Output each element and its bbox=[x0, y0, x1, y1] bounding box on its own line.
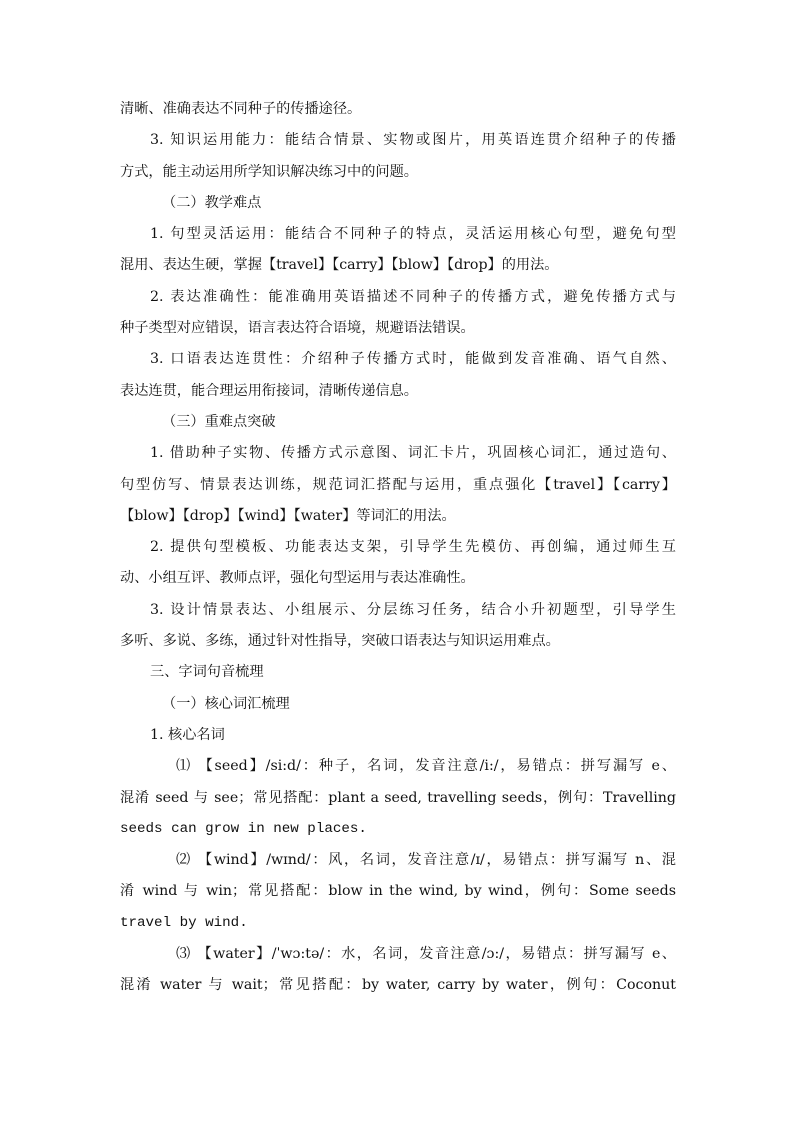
text-line: 淆 wind 与 win；常见搭配：blow in the wind, by wind，例句：Some seeds bbox=[120, 883, 676, 900]
text-line: （一）核心词汇梳理 bbox=[162, 695, 290, 712]
text-line: 混淆 seed 与 see；常见搭配：plant a seed, travelling seeds，例句：Travelling bbox=[120, 789, 676, 806]
text-line: 方式，能主动运用所学知识解决练习中的问题。 bbox=[120, 163, 418, 180]
text-line: 种子类型对应错误，语言表达符合语境，规避语法错误。 bbox=[120, 320, 475, 337]
text-line: 多听、多说、多练，通过针对性指导，突破口语表达与知识运用难点。 bbox=[120, 633, 560, 650]
text-line: 3. 设计情景表达、小组展示、分层练习任务，结合小升初题型，引导学生 bbox=[150, 601, 676, 618]
text-line: seeds can grow in new places. bbox=[120, 820, 367, 837]
document-page bbox=[120, 94, 676, 1002]
text-line: （三）重难点突破 bbox=[162, 413, 276, 430]
text-line: 表达连贯，能合理运用衔接词，清晰传递信息。 bbox=[120, 382, 418, 399]
text-line: 句型仿写、情景表达训练，规范词汇搭配与运用，重点强化【travel】【carry】 bbox=[120, 476, 676, 493]
text-line: （二）教学难点 bbox=[162, 194, 262, 211]
text-line: travel by wind. bbox=[120, 914, 248, 931]
text-line: 【blow】【drop】【wind】【water】等词汇的用法。 bbox=[120, 507, 456, 524]
text-line: 1. 句型灵活运用：能结合不同种子的特点，灵活运用核心句型，避免句型 bbox=[150, 226, 676, 243]
text-line: 混用、表达生硬，掌握【travel】【carry】【blow】【drop】的用法。 bbox=[120, 257, 559, 274]
text-line: ⑵ 【wind】/wɪnd/：风，名词，发音注意/ɪ/，易错点：拼写漏写 n、混 bbox=[176, 852, 676, 869]
text-line: 动、小组互评、教师点评，强化句型运用与表达准确性。 bbox=[120, 570, 475, 587]
text-line: 三、字词句音梳理 bbox=[150, 664, 264, 681]
text-line: 2. 表达准确性：能准确用英语描述不同种子的传播方式，避免传播方式与 bbox=[150, 288, 676, 305]
text-line: 清晰、准确表达不同种子的传播途径。 bbox=[120, 101, 362, 117]
text-line: 1. 借助种子实物、传播方式示意图、词汇卡片，巩固核心词汇，通过造句、 bbox=[150, 445, 676, 462]
text-line: 2. 提供句型模板、功能表达支架，引导学生先模仿、再创编，通过师生互 bbox=[150, 539, 676, 556]
text-line: 3. 知识运用能力：能结合情景、实物或图片，用英语连贯介绍种子的传播 bbox=[150, 132, 676, 149]
text-line: 混淆 water 与 wait；常见搭配：by water, carry by water，例句：Coconut bbox=[120, 977, 676, 994]
text-line: 3. 口语表达连贯性：介绍种子传播方式时，能做到发音准确、语气自然、 bbox=[150, 351, 676, 368]
text-line: ⑴ 【seed】/si:d/：种子，名词，发音注意/i:/，易错点：拼写漏写 e、 bbox=[176, 758, 676, 775]
text-line: ⑶ 【water】/ˈwɔ:tə/：水，名词，发音注意/ɔ:/，易错点：拼写漏写 e、 bbox=[176, 946, 676, 963]
text-line: 1. 核心名词 bbox=[150, 726, 225, 743]
